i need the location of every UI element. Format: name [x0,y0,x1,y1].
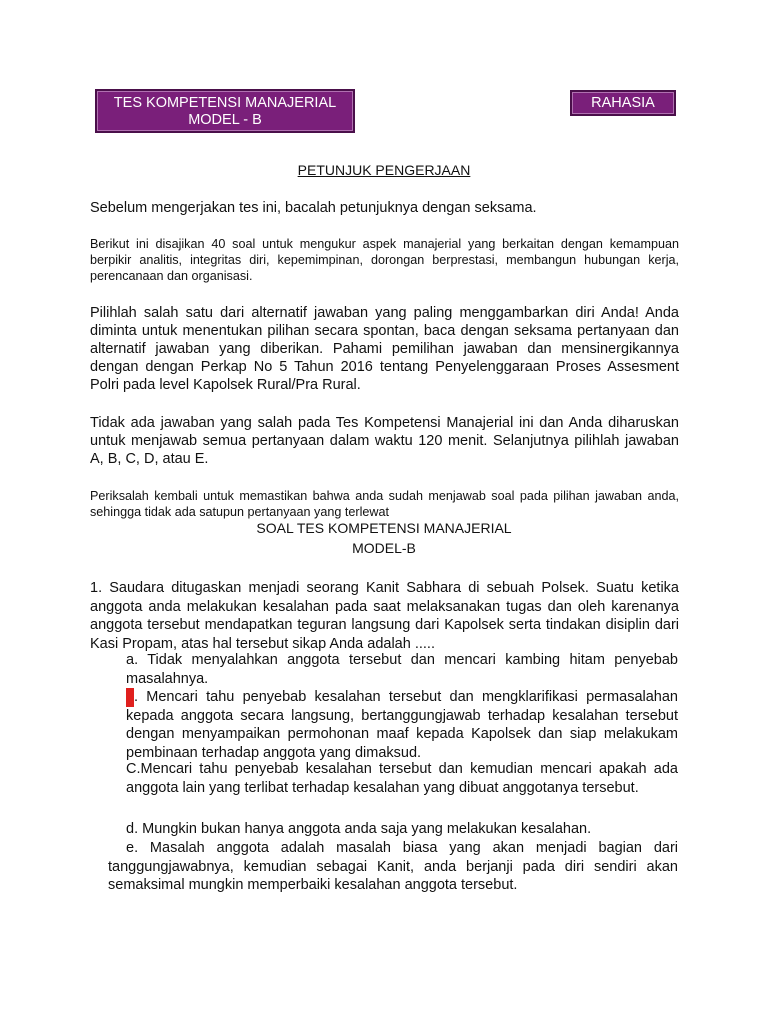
section-title: SOAL TES KOMPETENSI MANAJERIAL [256,520,512,536]
instructions-paragraph-3: Pilihlah salah satu dari alternatif jawaban yang paling menggambarkan diri Anda! Anda diminta untuk menentukan pilihan secara spontan, baca dengan seksama pertanyaan dan alternatif jawaban yang diberikan. Pahami pemilihan jawaban dan mensinergikannya dengan dengan Perkap No 5 Tahun 2016 tentang Penyelenggaraan Proses Assesment Polri pada level Kapolsek Rural/Pra Rural. [90,305,679,393]
classification-badge: RAHASIA [570,90,676,116]
instructions-paragraph-2: Berikut ini disajikan 40 soal untuk mengukur aspek manajerial yang berkaitan dengan kemampuan berpikir analitis, integritas diri, kepemimpinan, dorongan berprestasi, membangun hubungan kerja, perencanaan dan organisasi. [90,237,679,283]
test-title-box [95,89,355,133]
instructions-paragraph-4: Tidak ada jawaban yang salah pada Tes Kompetensi Manajerial ini dan Anda diharuskan untuk menjawab semua pertanyaan dalam waktu 120 menit. Selanjutnya pilihlah jawaban A, B, C, D, atau E. [90,415,679,467]
option-e[interactable]: e. Masalah anggota adalah masalah biasa yang akan menjadi bagian dari tanggungjawabnya, kemudian sebagai Kanit, anda berjanji pada diri sendiri akan semaksimal mungkin memperbaiki kesalahan anggota tersebut. [108,840,678,894]
section-model: MODEL-B [352,540,416,556]
option-a[interactable]: a. Tidak menyalahkan anggota tersebut dan mencari kambing hitam penyebab masalahnya. [126,652,678,687]
selected-answer-marker: b [126,689,135,705]
instructions-paragraph-5: Periksalah kembali untuk memastikan bahwa anda sudah menjawab soal pada pilihan jawaban anda, sehingga tidak ada satupun pertanyaan yang terlewat [90,489,679,519]
option-d[interactable]: d. Mungkin bukan hanya anggota anda saja yang melakukan kesalahan. [126,821,592,837]
instructions-paragraph-1: Sebelum mengerjakan tes ini, bacalah petunjuknya dengan seksama. [90,200,537,216]
option-b[interactable] [126,688,678,762]
instructions-heading: PETUNJUK PENGERJAAN [297,162,471,178]
option-b-text: . Mencari tahu penyebab kesalahan tersebut dan mengklarifikasi permasalahan kepada anggota secara langsung, bertanggungjawab terhadap kesalahan tersebut dengan menyampaikan permohonan maaf kepada Kapolsek dan siap melakukam pembinaan terhadap anggota yang dimaksud. [126,689,678,761]
question-1-text: 1. Saudara ditugaskan menjadi seorang Kanit Sabhara di sebuah Polsek. Suatu ketika anggota anda melakukan kesalahan pada saat melaksanakan tugas dan oleh karenanya anggota tersebut mendapatkan teguran langsung dari Kapolsek serta tindakan disiplin dari Kasi Propam, atas hal tersebut sikap Anda adalah ..... [90,580,679,652]
option-c[interactable]: C.Mencari tahu penyebab kesalahan tersebut dan kemudian mencari apakah ada anggota lain yang terlibat terhadap kesalahan yang dibuat anggotanya tersebut. [126,761,678,796]
test-title-line2: MODEL - B [188,112,262,128]
test-title-line1: TES KOMPETENSI MANAJERIAL [113,95,337,111]
